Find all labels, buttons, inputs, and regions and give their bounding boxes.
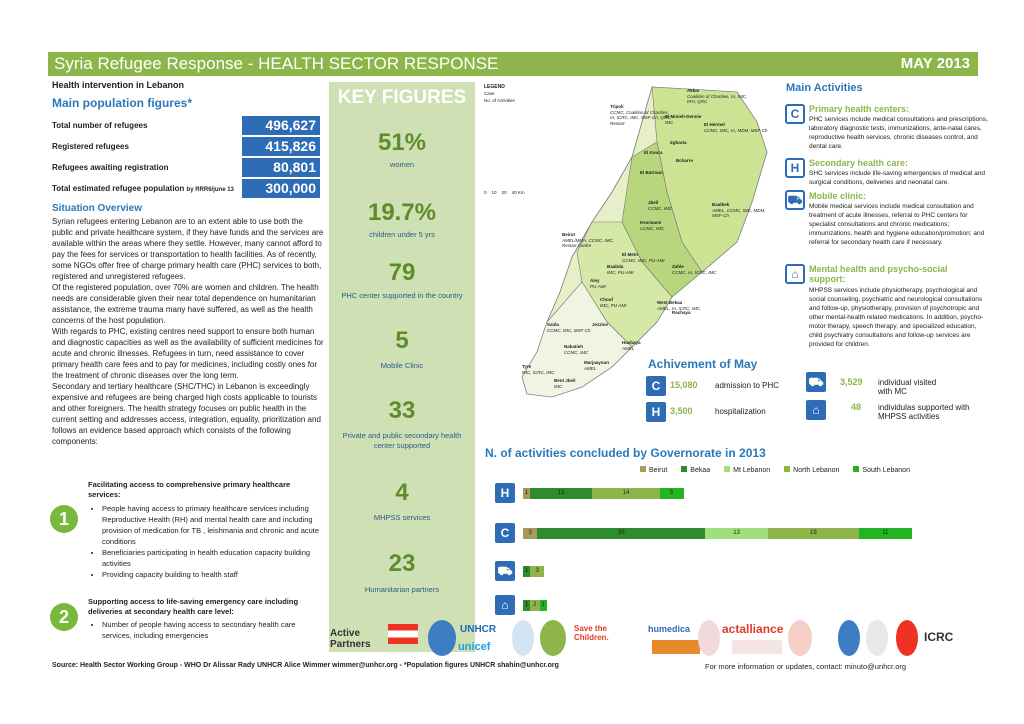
activity-head: Mobile clinic: [809, 191, 867, 201]
handicap-logo [652, 640, 700, 654]
map-district-label: Chouf IMC, PU-AMI [600, 297, 627, 308]
chart-bar: 35 [537, 528, 705, 539]
component-title: Facilitating access to comprehensive primary healthcare services: [88, 480, 291, 499]
achievement-label: admission to PHC [715, 381, 780, 390]
map-district-label: El Batroun [640, 170, 663, 175]
chart-bar: 1 [540, 600, 547, 611]
chart-legend [640, 466, 980, 474]
who-logo [428, 620, 456, 656]
map-district-label: Nabatieh CCMC, IMC [564, 344, 589, 355]
map-district-label: Akkar Coalition of Charities, IA, IMC, IRH, QRC [687, 88, 748, 104]
map-district-label: El Hermel CCMC, IMC, IA, MDM, MSF-Ch [704, 122, 768, 133]
phc-icon: C [785, 104, 805, 124]
component-number: 1 [50, 505, 78, 533]
population-heading: Main population figures* [52, 96, 192, 110]
map-legend-title: LEGEND [484, 84, 505, 90]
key-figure-value: 19.7% [367, 199, 437, 226]
component-number: 2 [50, 603, 78, 631]
phc-icon: C [495, 523, 515, 543]
key-figure-label: Mobile Clinic [380, 361, 424, 370]
activity-text: MHPSS services include physiotherapy, psychological and social counseling, psychiatric and neurological consultations and follow-up, physiotherapy, provision of psychotropic and other mental-health related medications. In addition, psycho-motor therapy, speech therapy, and specialized education, child psychiatry consultations and follow-up services are provided for children. [809, 287, 984, 348]
chart-bar: 3 [523, 528, 537, 539]
map-district-label: Jbeil CCMC, IMC [648, 200, 673, 211]
key-figure-value: 23 [388, 550, 416, 577]
ambulance-icon: ⛟ [495, 561, 515, 581]
key-figure-label: women [389, 160, 415, 169]
component-title: Supporting access to life-saving emergency care including deliveries at secondary health care level: [88, 597, 299, 616]
activity-head: Primary health centers: [809, 104, 910, 114]
who-logo [838, 620, 860, 656]
caritas-logo [698, 620, 720, 656]
key-figure-label: PHC center supported in the country [341, 291, 463, 300]
situation-heading: Situation Overview [52, 203, 143, 214]
activity-text: SHC services include life-saving emergencies of medical and surgical conditions, deliveries and neonatal care. [809, 170, 985, 186]
irc-logo [540, 620, 566, 656]
report-date: MAY 2013 [900, 55, 970, 72]
chart-bar: 14 [592, 488, 659, 499]
legend-entry: Mt Lebanon [724, 467, 770, 474]
map-district-label: Saida CCMC, IMC, MSF-Ch [547, 322, 591, 333]
legend-entry: Beirut [640, 467, 667, 474]
map-district-label: West Bekaa AMEL, IA, ICRC, IMC [657, 300, 701, 311]
chart-bar: 1 [523, 600, 530, 611]
partners-label: Active Partners [330, 628, 371, 650]
subtitle: Health intervention in Lebanon [52, 80, 185, 90]
hospital-icon: H [646, 402, 666, 422]
map-district-label: Beirut AMEL/MMA, CCMC, IMC, Restart Centre [562, 232, 615, 248]
map-district-label: Tyre IMC, ICRC, IMC [522, 364, 555, 375]
achievement-value: 48 [851, 402, 862, 412]
chart-bar: 5 [660, 488, 684, 499]
map-legend-item: No. of Activities [484, 98, 515, 103]
key-figure-label: children under 5 yrs [369, 230, 435, 239]
footer-source: Source: Health Sector Working Group - WHO Dr Alissar Rady UNHCR Alice Wimmer wimmer@unhcr.org - *Population figures UNHCR shahin@unhcr.org [52, 662, 559, 669]
map-scale: 0 10 20 40 Km [484, 190, 525, 195]
chart-bar: 3 [530, 566, 544, 577]
key-figure-value: 79 [388, 259, 416, 286]
map-district-label: Jezzine [592, 322, 609, 327]
legend-entry: South Lebanon [853, 467, 910, 474]
map-district-label: Baalbek AMEL, CCMC, IMC, MDM, MSF-Ch [712, 202, 766, 218]
map-district-label: Rachaya [672, 310, 691, 315]
chart-bar: 1 [523, 488, 530, 499]
component-bullets: • People having access to primary healthcare services including Reproductive Health (RH) and mental health care and including provision of medication for TB , leishmania and chronic and acute conditions • Beneficiaries participating in health education capacity building activities • Providing capacity building to health staff [92, 503, 320, 580]
figure-row: Total estimated refugee population by RRR6/june 13 300,000 [52, 179, 320, 199]
chart-bar: 2 [530, 600, 540, 611]
humedica-logo: humedica [648, 624, 691, 634]
achievement-label: hospitalization [715, 407, 766, 416]
chart-bar: 19 [768, 528, 859, 539]
figure-row: Total number of refugees 496,627 [52, 116, 320, 136]
key-figure-label: Humanitarian partners [364, 585, 440, 594]
map-district-label: Baabda IMC, PU-AMI [607, 264, 634, 275]
activity-text: Mobile medical services include medical consultation and treatment of acute illnesses, referral to PHC centers for specialist consultations and chronic medications; immunizations, health and hygiene education/promotion; and referral for secondary health care if necessary. [809, 203, 985, 246]
chart-bar: 13 [530, 488, 592, 499]
chart-title: N. of activities concluded by Governorate in 2013 [485, 446, 766, 460]
key-figure-value: 5 [395, 327, 409, 354]
house-heart-icon: ⌂ [785, 264, 805, 284]
save-the-children-logo: Save the Children. [574, 624, 609, 642]
caritas-logo [732, 640, 782, 654]
map-district-label: Zahle CCMC, IA, ICRC, IMC [672, 264, 717, 275]
phc-icon: C [646, 376, 666, 396]
key-figure-label: Private and public secondary health center supported [342, 431, 462, 450]
actalliance-logo: actalliance [722, 622, 784, 636]
ambulance-icon: ⛟ [806, 372, 826, 392]
legend-entry: Bekaa [681, 467, 710, 474]
unhcr-logo: UNHCR [460, 624, 497, 635]
house-heart-icon: ⌂ [495, 595, 515, 615]
achievements-heading: Achivement of May [648, 357, 758, 371]
chart-area [495, 480, 975, 610]
red-cross-logo [896, 620, 918, 656]
imc-logo [512, 620, 534, 656]
icrc-logo: ICRC [924, 630, 954, 644]
achievement-value: 15,080 [670, 380, 698, 390]
map-district-label: Bcharre [676, 158, 694, 163]
map-district-label: Marjaayoun AMEL [584, 360, 610, 371]
key-figure-value: 51% [377, 129, 427, 156]
component-bullets: • Number of people having access to secondary health care services, including emergencies [92, 619, 320, 641]
map-district-label: El Metn CCMC, IMC, PU-AMI [622, 252, 665, 263]
activity-head: Secondary health care: [809, 158, 909, 168]
activities-heading: Main Activities [786, 82, 863, 94]
map-district-label: Hasbaya AMEL [622, 340, 641, 351]
map-district-label: Bent Jbeil IMC [554, 378, 576, 389]
page-title: Syria Refugee Response - HEALTH SECTOR RESPONSE [54, 54, 499, 73]
map-district-label: El Koura [644, 150, 663, 155]
map-district-label: El Minieh-Dennie IMC [665, 114, 702, 125]
ambulance-icon: ⛟ [785, 190, 805, 210]
legend-entry: North Lebanon [784, 467, 839, 474]
key-figure-value: 4 [395, 479, 409, 506]
key-figures-panel [329, 82, 475, 652]
map-legend-item: Case [484, 91, 495, 96]
map-district-label: Kesrwane CCMC, IMC [640, 220, 665, 231]
lebanon-flag [388, 624, 418, 644]
activity-head: Mental health and psycho-social support: [809, 264, 948, 284]
hospital-icon: H [785, 158, 805, 178]
mdm-logo [788, 620, 812, 656]
key-figure-value: 33 [388, 397, 416, 424]
situation-text: Syrian refugees entering Lebanon are to an extent able to use both the public and private healthcare system, if they have funds and the services are available within the areas where they settle. However, many cannot afford to pay the fees for services or transportation to health facilities. As of recently, some NGOs offer free of charge primary health care (PHC) services to both, registered and unregistered refugees. Of the registered population, over 70% are women and children. The health needs are considerable given their near total dependence on humanitarian assistance, the extreme trauma many have suffered, as well as the health concerns of the host population. With regards to PHC, existing centres need support to ensure both human and diagnostic capacities as well as the availability of sufficient medicines for acute and chronic illnesses. Refugees in turn, need assistance to cover primary health care fees and to pay for medicines, including costly ones for the treatment of chronic diseases over the long term. Secondary and tertiary healthcare (SHC/THC) in Lebanon is exceedingly expensive and refugees are being charged high costs applicable to tourists and other foreigners. The health strategy focuses on public health in the current setting and addresses access, integration, equality, prioritization and follows an evidence based approach which consists of the following components: [52, 217, 324, 446]
figure-row: Refugees awaiting registration 80,801 [52, 158, 320, 178]
key-figures-title: KEY FIGURES [337, 87, 467, 108]
red-cross-logo [866, 620, 888, 656]
map-district-label: Tripoli CCMC, Coalition of Charities, IA, ICRC, IMC, MSF-Ch, QRC, Restart [610, 104, 672, 126]
unicef-logo: unicef [458, 641, 491, 653]
figure-row: Registered refugees 415,826 [52, 137, 320, 157]
footer-contact: For more information or updates, contact: minuto@unhcr.org [705, 662, 907, 671]
achievement-value: 3,500 [670, 406, 693, 416]
chart-bar: 11 [859, 528, 912, 539]
house-heart-icon: ⌂ [806, 400, 826, 420]
achievement-value: 3,529 [840, 377, 863, 387]
title-bar [48, 52, 978, 76]
achievement-label: individulas supported with MHPSS activities [878, 403, 970, 421]
chart-bar: 1 [523, 566, 530, 577]
map-district-label: Zgharta [670, 140, 687, 145]
hospital-icon: H [495, 483, 515, 503]
achievement-label: individual visited with MC [878, 378, 937, 396]
key-figure-label: MHPSS services [373, 513, 431, 522]
activity-text: PHC services include medical consultations and prescriptions, laboratory diagnostic tests, immunizations, ante-natal cares, reproductive health services, chronic diseases control, and dental care. [809, 116, 988, 150]
map-district-label: Aley PU-AMI [590, 278, 606, 289]
chart-bar: 13 [705, 528, 767, 539]
